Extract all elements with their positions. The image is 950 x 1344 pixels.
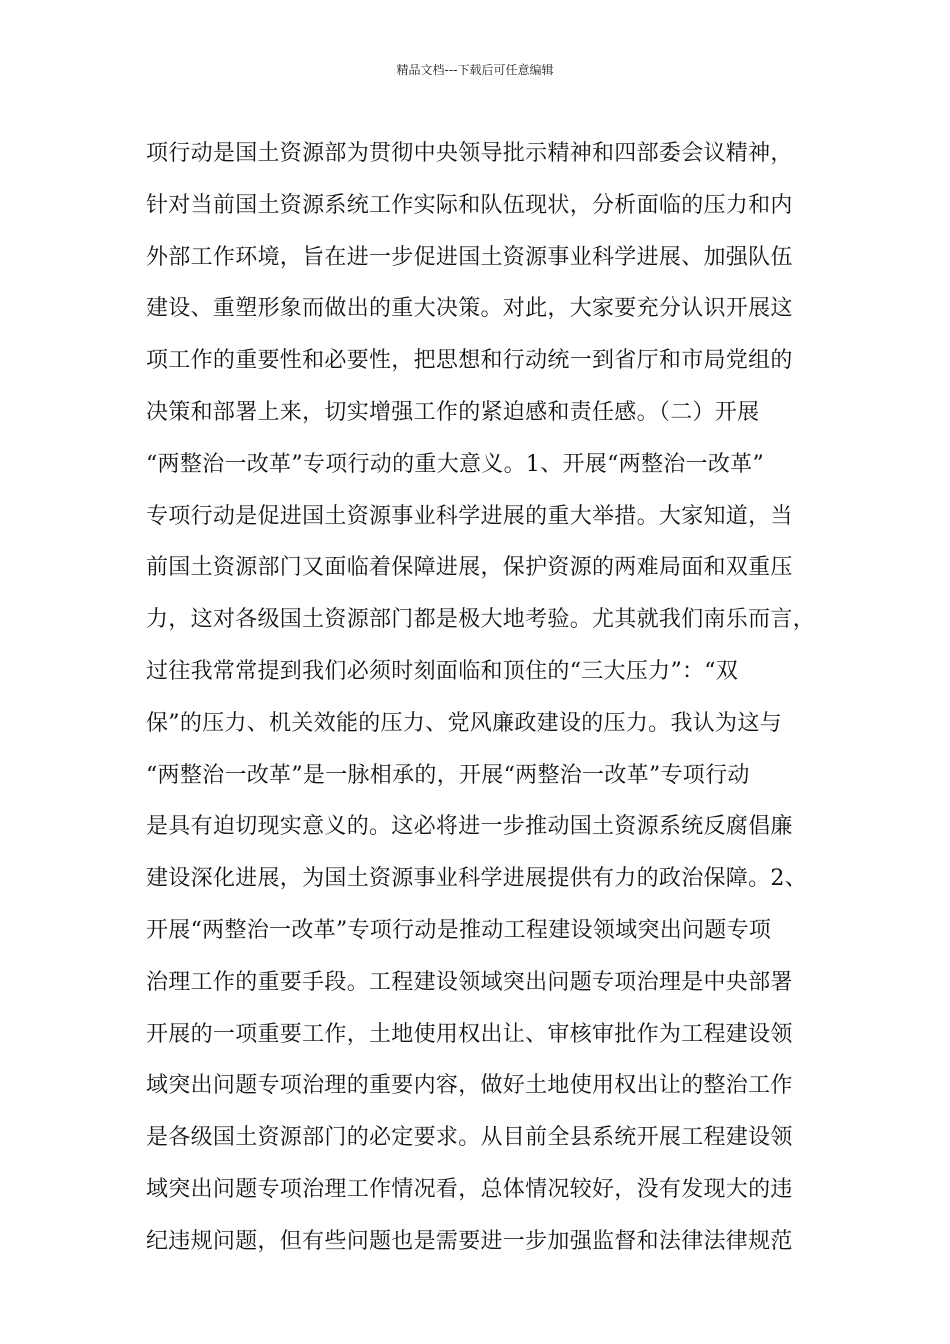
text-line: 保”的压力、机关效能的压力、党风廉政建设的压力。我认为这与 [146, 710, 782, 736]
document-body [146, 128, 836, 1268]
text-line: 建设、重塑形象而做出的重大决策。对此，大家要充分认识开展这 [146, 296, 793, 322]
text-line: 过往我常常提到我们必须时刻面临和顶住的“三大压力”：“双 [146, 658, 739, 684]
text-line: 项行动是国土资源部为贯彻中央领导批示精神和四部委会议精神， [146, 141, 793, 166]
text-line: 域突出问题专项治理工作情况看，总体情况较好，没有发现大的违 [146, 1176, 793, 1202]
text-line: 前国土资源部门又面临着保障进展，保护资源的两难局面和双重压 [146, 555, 793, 581]
text-line: 专项行动是促进国土资源事业科学进展的重大举措。大家知道，当 [146, 503, 793, 529]
text-line: 开展的一项重要工作，土地使用权出让、审核审批作为工程建设领 [146, 1021, 793, 1047]
text-line: 开展“两整治一改革”专项行动是推动工程建设领域突出问题专项 [146, 917, 772, 943]
text-line: 项工作的重要性和必要性，把思想和行动统一到省厅和市局党组的 [146, 348, 793, 374]
text-line: “两整治一改革”专项行动的重大意义。1、开展“两整治一改革” [146, 451, 764, 477]
text-line: 治理工作的重要手段。工程建设领域突出问题专项治理是中央部署 [146, 969, 793, 995]
text-line: 是各级国土资源部门的必定要求。从目前全县系统开展工程建设领 [146, 1125, 793, 1151]
text-line: 决策和部署上来，切实增强工作的紧迫感和责任感。（二）开展 [146, 399, 760, 425]
text-line: 纪违规问题，但有些问题也是需要进一步加强监督和法律法律规范 [146, 1228, 793, 1254]
text-line: 域突出问题专项治理的重要内容，做好土地使用权出让的整治工作 [146, 1073, 793, 1099]
page-header: 精品文档---下载后可任意编辑 [396, 63, 554, 77]
text-line: 建设深化进展，为国土资源事业科学进展提供有力的政治保障。2、 [146, 866, 807, 892]
text-line: “两整治一改革”是一脉相承的，开展“两整治一改革”专项行动 [146, 762, 750, 788]
text-line: 力，这对各级国土资源部门都是极大地考验。尤其就我们南乐而言， [146, 607, 816, 633]
text-line: 针对当前国土资源系统工作实际和队伍现状，分析面临的压力和内 [146, 192, 793, 218]
text-line: 是具有迫切现实意义的。这必将进一步推动国土资源系统反腐倡廉 [146, 814, 793, 840]
text-line: 外部工作环境，旨在进一步促进国土资源事业科学进展、加强队伍 [146, 244, 793, 270]
